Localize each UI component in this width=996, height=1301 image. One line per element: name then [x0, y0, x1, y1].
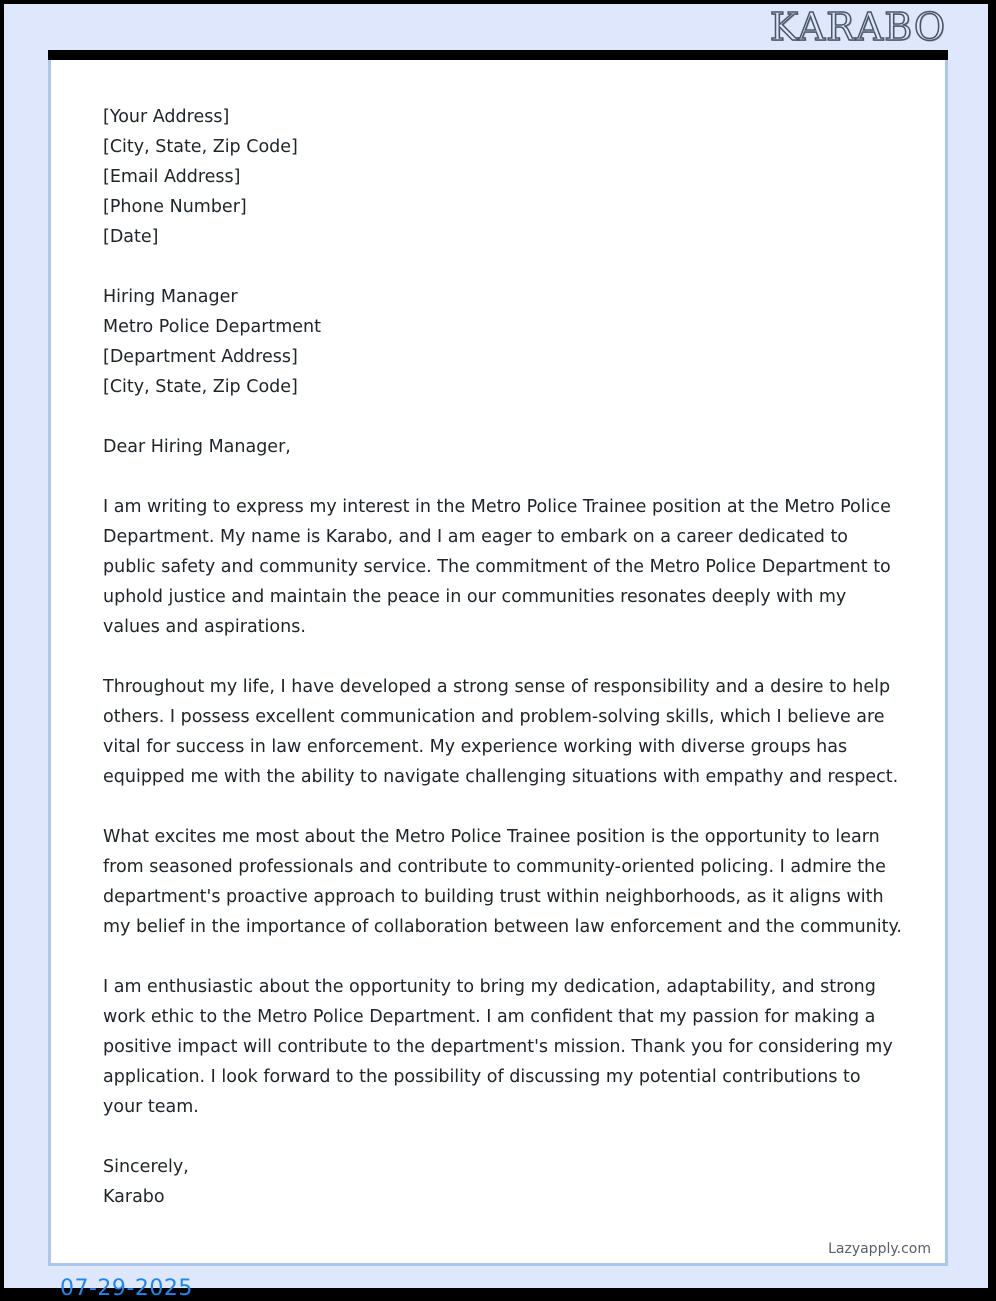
letter-paragraph: What excites me most about the Metro Police Trainee position is the opportunity to learn from seasoned professionals and contribute to community-oriented policing. I admire the department's proactive approach to building trust within neighborhoods, as it aligns with my belief in the importance of collaboration between law enforcement and the community.	[103, 827, 902, 937]
sender-address-line: [Email Address]	[103, 167, 241, 187]
sender-address-line: [Your Address]	[103, 107, 230, 127]
lazyapply-watermark: Lazyapply.com	[828, 1241, 931, 1257]
recipient-address-line: [City, State, Zip Code]	[103, 377, 298, 397]
letter-body	[103, 102, 903, 1212]
signature-name: Karabo	[103, 1187, 165, 1207]
masthead	[4, 4, 988, 50]
recipient-address-block	[103, 282, 903, 402]
letter-paragraph: Throughout my life, I have developed a strong sense of responsibility and a desire to help others. I possess excellent communication and problem-solving skills, which I believe are vital for success in law enforcement. My experience working with diverse groups has equipped me with the ability to navigate challenging situations with empathy and respect.	[103, 677, 899, 787]
letter-paragraph: I am writing to express my interest in the Metro Police Trainee position at the Metro Police Department. My name is Karabo, and I am eager to embark on a career dedicated to public safety and community service. The commitment of the Metro Police Department to uphold justice and maintain the peace in our communities resonates deeply with my values and aspirations.	[103, 497, 891, 637]
sender-address-line: [Phone Number]	[103, 197, 247, 217]
recipient-address-line: [Department Address]	[103, 347, 298, 367]
page-canvas	[4, 4, 988, 1301]
closing-salutation: Sincerely,	[103, 1157, 189, 1177]
applicant-name-heading: KARABO	[769, 5, 946, 49]
sender-address-block	[103, 102, 903, 252]
letter-paragraph: I am enthusiastic about the opportunity to bring my dedication, adaptability, and strong work ethic to the Metro Police Department. I am confident that my passion for making a positive impact will contribute to the department's mission. Thank you for considering my application. I look forward to the possibility of discussing my potential contributions to your team.	[103, 977, 893, 1117]
letter-sheet	[48, 60, 948, 1266]
recipient-address-line: Hiring Manager	[103, 287, 238, 307]
masthead-divider	[48, 50, 948, 60]
salutation: Dear Hiring Manager,	[103, 437, 291, 457]
recipient-address-line: Metro Police Department	[103, 317, 322, 337]
closing-block	[103, 1152, 903, 1212]
print-date: 07-29-2025	[60, 1276, 193, 1301]
sender-address-line: [Date]	[103, 227, 159, 247]
sender-address-line: [City, State, Zip Code]	[103, 137, 298, 157]
